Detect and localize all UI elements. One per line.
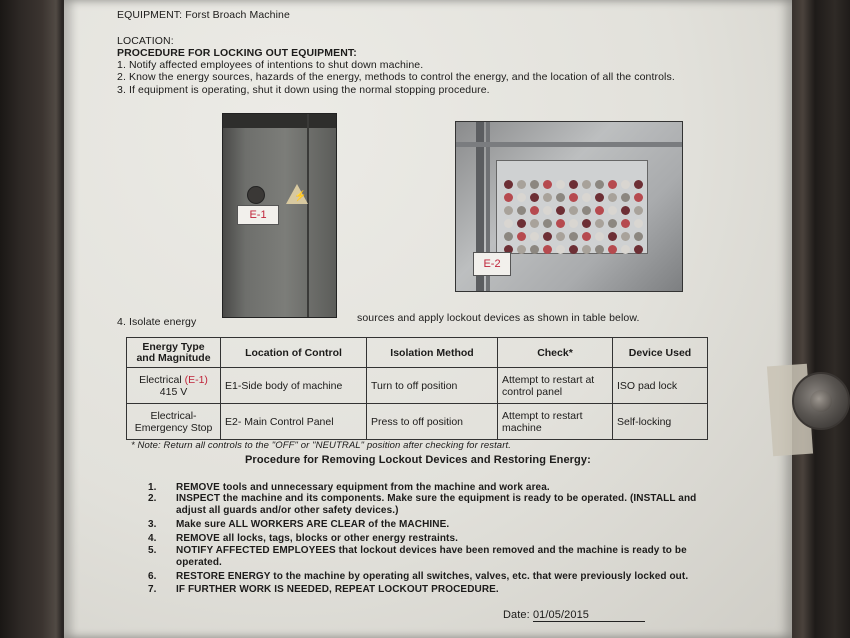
header-location: Location of Control bbox=[221, 338, 367, 368]
lockout-step-1: 1. Notify affected employees of intentions to shut down machine. bbox=[117, 59, 424, 71]
restore-step-number: 2. bbox=[148, 493, 157, 504]
panel-button-icon bbox=[634, 193, 643, 202]
panel-button-icon bbox=[569, 232, 578, 241]
panel-button-icon bbox=[634, 180, 643, 189]
panel-button-icon bbox=[582, 180, 591, 189]
date-value: 01/05/2015 bbox=[533, 609, 645, 622]
restore-step-text: REMOVE all locks, tags, blocks or other energy restraints. bbox=[176, 533, 459, 544]
cell-energy-type: Electrical (E-1) 415 V bbox=[127, 368, 221, 404]
label-e2: E-2 bbox=[473, 252, 511, 276]
restore-step-number: 4. bbox=[148, 533, 157, 544]
header-check: Check* bbox=[498, 338, 613, 368]
restore-title: Procedure for Removing Lockout Devices and Restoring Energy: bbox=[245, 454, 591, 466]
panel-button-icon bbox=[595, 193, 604, 202]
cell-energy-type: Electrical- Emergency Stop bbox=[127, 404, 221, 440]
procedure-title: PROCEDURE FOR LOCKING OUT EQUIPMENT: bbox=[117, 47, 357, 59]
panel-button-icon bbox=[608, 180, 617, 189]
panel-button-icon bbox=[608, 219, 617, 228]
panel-button-icon bbox=[621, 193, 630, 202]
panel-button-icon bbox=[543, 232, 552, 241]
panel-button-icon bbox=[595, 180, 604, 189]
metal-frame bbox=[785, 0, 850, 638]
panel-button-icon bbox=[595, 206, 604, 215]
restore-step-number: 7. bbox=[148, 584, 157, 595]
restore-step-number: 3. bbox=[148, 519, 157, 530]
panel-button-icon bbox=[530, 180, 539, 189]
cell-device: Self-locking bbox=[613, 404, 708, 440]
panel-button-icon bbox=[634, 219, 643, 228]
panel-button-icon bbox=[517, 180, 526, 189]
panel-button-icon bbox=[530, 219, 539, 228]
panel-button-icon bbox=[530, 193, 539, 202]
cell-method: Turn to off position bbox=[367, 368, 498, 404]
step-4-right: sources and apply lockout devices as shown in table below. bbox=[357, 312, 640, 324]
panel-button-icon bbox=[595, 245, 604, 254]
panel-button-icon bbox=[504, 232, 513, 241]
panel-button-icon bbox=[582, 206, 591, 215]
panel-button-icon bbox=[556, 245, 565, 254]
panel-button-icon bbox=[621, 206, 630, 215]
cell-check: Attempt to restart machine bbox=[498, 404, 613, 440]
header-energy-type: Energy Type and Magnitude bbox=[127, 338, 221, 368]
panel-button-icon bbox=[608, 245, 617, 254]
cell-device: ISO pad lock bbox=[613, 368, 708, 404]
panel-button-icon bbox=[582, 193, 591, 202]
cell-location: E2- Main Control Panel bbox=[221, 404, 367, 440]
panel-button-icon bbox=[569, 245, 578, 254]
panel-button-icon bbox=[621, 180, 630, 189]
panel-button-icon bbox=[556, 193, 565, 202]
restore-step-text: INSPECT the machine and its components. Make sure the equipment is ready to be operated. (INSTALL and bbox=[176, 493, 697, 504]
panel-button-icon bbox=[634, 206, 643, 215]
table-row bbox=[127, 368, 708, 404]
restore-step-text: adjust all guards and/or other safety devices.) bbox=[176, 505, 399, 516]
restore-step-number: 1. bbox=[148, 482, 157, 493]
panel-button-icon bbox=[504, 206, 513, 215]
panel-button-icon bbox=[556, 232, 565, 241]
panel-button-icon bbox=[608, 206, 617, 215]
panel-button-icon bbox=[608, 193, 617, 202]
equipment-line: EQUIPMENT: Forst Broach Machine bbox=[117, 9, 290, 21]
panel-button-icon bbox=[543, 206, 552, 215]
panel-button-icon bbox=[582, 232, 591, 241]
panel-button-icon bbox=[517, 219, 526, 228]
restore-step-text: IF FURTHER WORK IS NEEDED, REPEAT LOCKOUT PROCEDURE. bbox=[176, 584, 499, 595]
panel-button-icon bbox=[556, 219, 565, 228]
restore-step-text: operated. bbox=[176, 557, 222, 568]
panel-button-icon bbox=[569, 180, 578, 189]
bolt-icon bbox=[792, 372, 850, 430]
panel-button-icon bbox=[569, 193, 578, 202]
panel-button-icon bbox=[595, 232, 604, 241]
lockout-step-3: 3. If equipment is operating, shut it down using the normal stopping procedure. bbox=[117, 84, 490, 96]
restore-step-text: NOTIFY AFFECTED EMPLOYEES that lockout devices have been removed and the machine is ready to be bbox=[176, 545, 687, 556]
panel-button-icon bbox=[556, 180, 565, 189]
panel-button-icon bbox=[569, 219, 578, 228]
panel-button-icon bbox=[504, 180, 513, 189]
cell-location: E1-Side body of machine bbox=[221, 368, 367, 404]
step-4-left: 4. Isolate energy bbox=[117, 316, 197, 328]
lockout-step-2: 2. Know the energy sources, hazards of the energy, methods to control the energy, and the location of all the controls. bbox=[117, 71, 675, 83]
panel-button-icon bbox=[517, 206, 526, 215]
header-device: Device Used bbox=[613, 338, 708, 368]
panel-button-icon bbox=[569, 206, 578, 215]
location-line: LOCATION: bbox=[117, 35, 174, 47]
panel-button-icon bbox=[634, 232, 643, 241]
panel-button-icon bbox=[543, 180, 552, 189]
panel-button-icon bbox=[621, 232, 630, 241]
knob-icon bbox=[247, 186, 265, 204]
date-label: Date: bbox=[503, 609, 530, 621]
header-isolation: Isolation Method bbox=[367, 338, 498, 368]
restore-step-text: REMOVE tools and unnecessary equipment from the machine and work area. bbox=[176, 482, 550, 493]
restore-step-text: Make sure ALL WORKERS ARE CLEAR of the MACHINE. bbox=[176, 519, 450, 530]
restore-step-text: RESTORE ENERGY to the machine by operating all switches, valves, etc. that were previously locked out. bbox=[176, 571, 689, 582]
panel-button-icon bbox=[608, 232, 617, 241]
panel-button-icon bbox=[530, 206, 539, 215]
panel-button-icon bbox=[543, 219, 552, 228]
panel-button-icon bbox=[595, 219, 604, 228]
panel-button-icon bbox=[517, 245, 526, 254]
energy-table bbox=[126, 337, 708, 440]
panel-button-icon bbox=[517, 232, 526, 241]
restore-step-number: 6. bbox=[148, 571, 157, 582]
table-note: * Note: Return all controls to the "OFF" or "NEUTRAL" position after checking for restart. bbox=[131, 440, 511, 451]
panel-button-icon bbox=[621, 245, 630, 254]
panel-button-icon bbox=[621, 219, 630, 228]
date-line bbox=[503, 609, 645, 622]
panel-button-icon bbox=[504, 219, 513, 228]
panel-button-icon bbox=[517, 193, 526, 202]
photo-e2-control-panel bbox=[455, 121, 683, 292]
panel-button-icon bbox=[634, 245, 643, 254]
restore-step-number: 5. bbox=[148, 545, 157, 556]
panel-button-icon bbox=[543, 245, 552, 254]
table-header-row bbox=[127, 338, 708, 368]
panel-button-icon bbox=[530, 245, 539, 254]
panel-button-icon bbox=[543, 193, 552, 202]
panel-button-icon bbox=[530, 232, 539, 241]
table-row bbox=[127, 404, 708, 440]
photo-e1-cabinet: ⚡ E-1 bbox=[222, 113, 337, 318]
cell-method: Press to off position bbox=[367, 404, 498, 440]
panel-button-icon bbox=[504, 193, 513, 202]
cell-check: Attempt to restart at control panel bbox=[498, 368, 613, 404]
panel-button-icon bbox=[556, 206, 565, 215]
label-e1: E-1 bbox=[237, 205, 279, 225]
panel-button-icon bbox=[582, 219, 591, 228]
panel-button-icon bbox=[582, 245, 591, 254]
